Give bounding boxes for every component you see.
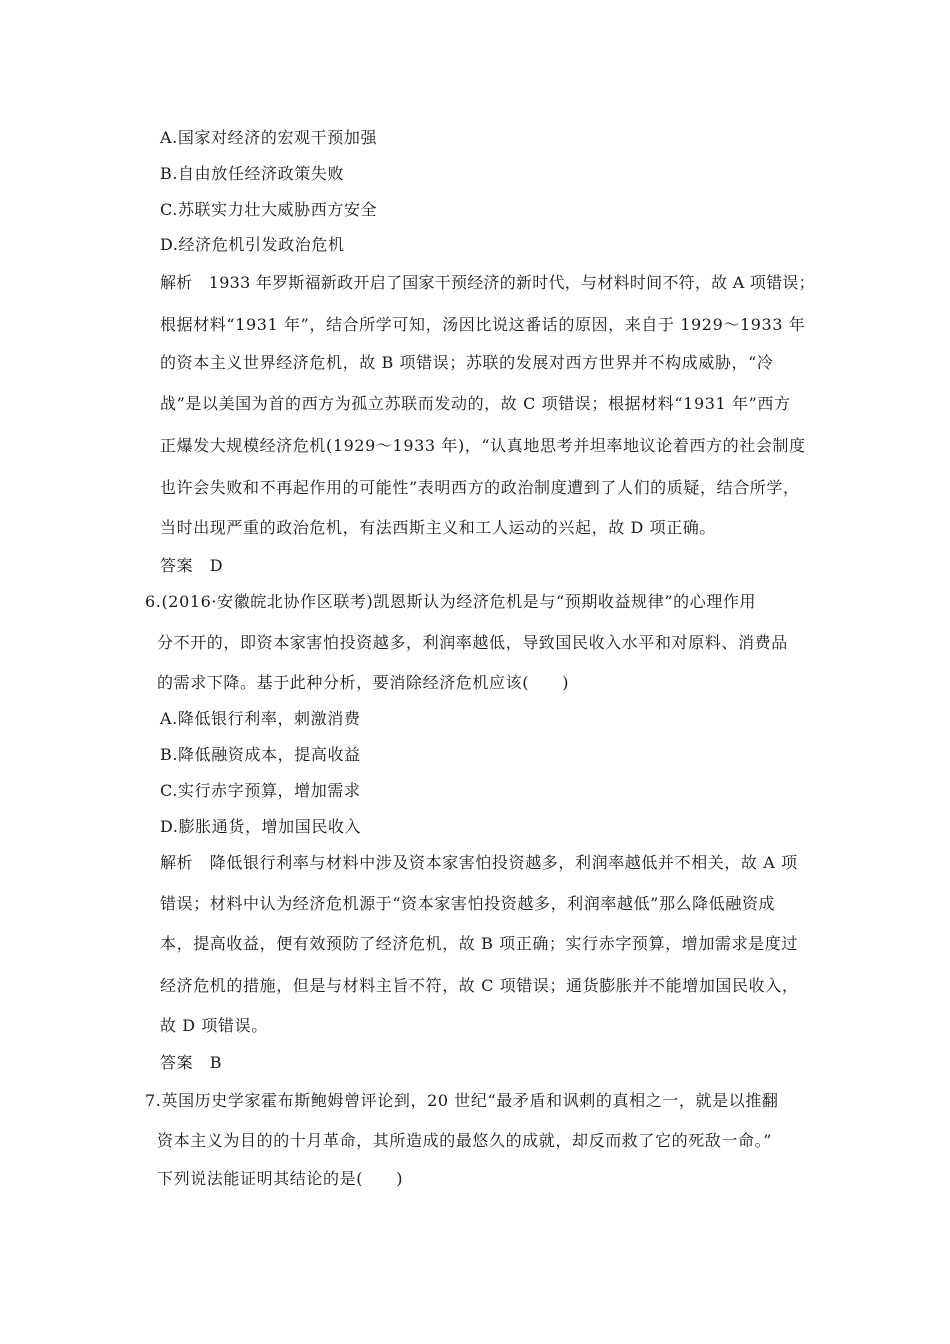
q5-analysis-line: 当时出现严重的政治危机，有法西斯主义和工人运动的兴起，故 D 项正确。 [160, 518, 717, 537]
q6-analysis-line: 解析 降低银行利率与材料中涉及资本家害怕投资越多，利润率越低并不相关，故 A 项 [160, 853, 798, 872]
q5-option-d: D.经济危机引发政治危机 [160, 235, 345, 254]
q5-analysis-line: 战”是以美国为首的西方为孤立苏联而发动的，故 C 项错误；根据材料“1931 年”西方 [160, 394, 791, 413]
q5-option-b: B.自由放任经济政策失败 [160, 164, 345, 183]
q6-stem-line: 的需求下降。基于此种分析，要消除经济危机应该( ) [157, 673, 570, 692]
q6-stem-line: 分不开的，即资本家害怕投资越多，利润率越低，导致国民收入水平和对原料、消费品 [157, 633, 788, 652]
q5-analysis-line: 正爆发大规模经济危机(1929～1933 年)，“认真地思考并坦率地议论着西方的社会制度 [160, 436, 806, 455]
q5-option-c: C.苏联实力壮大威胁西方安全 [160, 200, 378, 219]
q7-stem-line: 资本主义为目的的十月革命，其所造成的最悠久的成就，却反而救了它的死敌一命。” [157, 1131, 772, 1150]
q6-option-d: D.膨胀通货，增加国民收入 [160, 817, 362, 836]
q6-answer: 答案 B [160, 1053, 223, 1072]
q5-option-a: A.国家对经济的宏观干预加强 [160, 128, 378, 147]
q5-analysis-line: 的资本主义世界经济危机，故 B 项错误；苏联的发展对西方世界并不构成威胁，“冷 [160, 353, 774, 372]
q6-stem-line: 6.(2016·安徽皖北协作区联考)凯恩斯认为经济危机是与“预期收益规律”的心理作用 [145, 592, 757, 611]
q5-analysis-line: 解析 1933 年罗斯福新政开启了国家干预经济的新时代，与材料时间不符，故 A 项错误； [160, 273, 815, 292]
q6-analysis-line: 经济危机的措施，但是与材料主旨不符，故 C 项错误；通货膨胀并不能增加国民收入， [160, 976, 799, 995]
q5-answer: 答案 D [160, 556, 224, 575]
q6-option-b: B.降低融资成本，提高收益 [160, 745, 361, 764]
q6-analysis-line: 本，提高收益，便有效预防了经济危机，故 B 项正确；实行赤字预算，增加需求是度过 [160, 934, 798, 953]
q6-option-c: C.实行赤字预算，增加需求 [160, 781, 361, 800]
q7-stem-line: 7.英国历史学家霍布斯鲍姆曾评论到，20 世纪“最矛盾和讽刺的真相之一，就是以推翻 [145, 1091, 779, 1110]
q5-analysis-line: 也许会失败和不再起作用的可能性”表明西方的政治制度遭到了人们的质疑，结合所学， [160, 478, 800, 497]
q6-analysis-line: 故 D 项错误。 [160, 1016, 268, 1035]
q6-option-a: A.降低银行利率，刺激消费 [160, 709, 361, 728]
q6-analysis-line: 错误；材料中认为经济危机源于“资本家害怕投资越多，利润率越低”那么降低融资成 [160, 894, 776, 913]
q7-stem-line: 下列说法能证明其结论的是( ) [157, 1169, 404, 1188]
q5-analysis-line: 根据材料“1931 年”，结合所学可知，汤因比说这番话的原因，来自于 1929～1933 年 [160, 315, 806, 334]
